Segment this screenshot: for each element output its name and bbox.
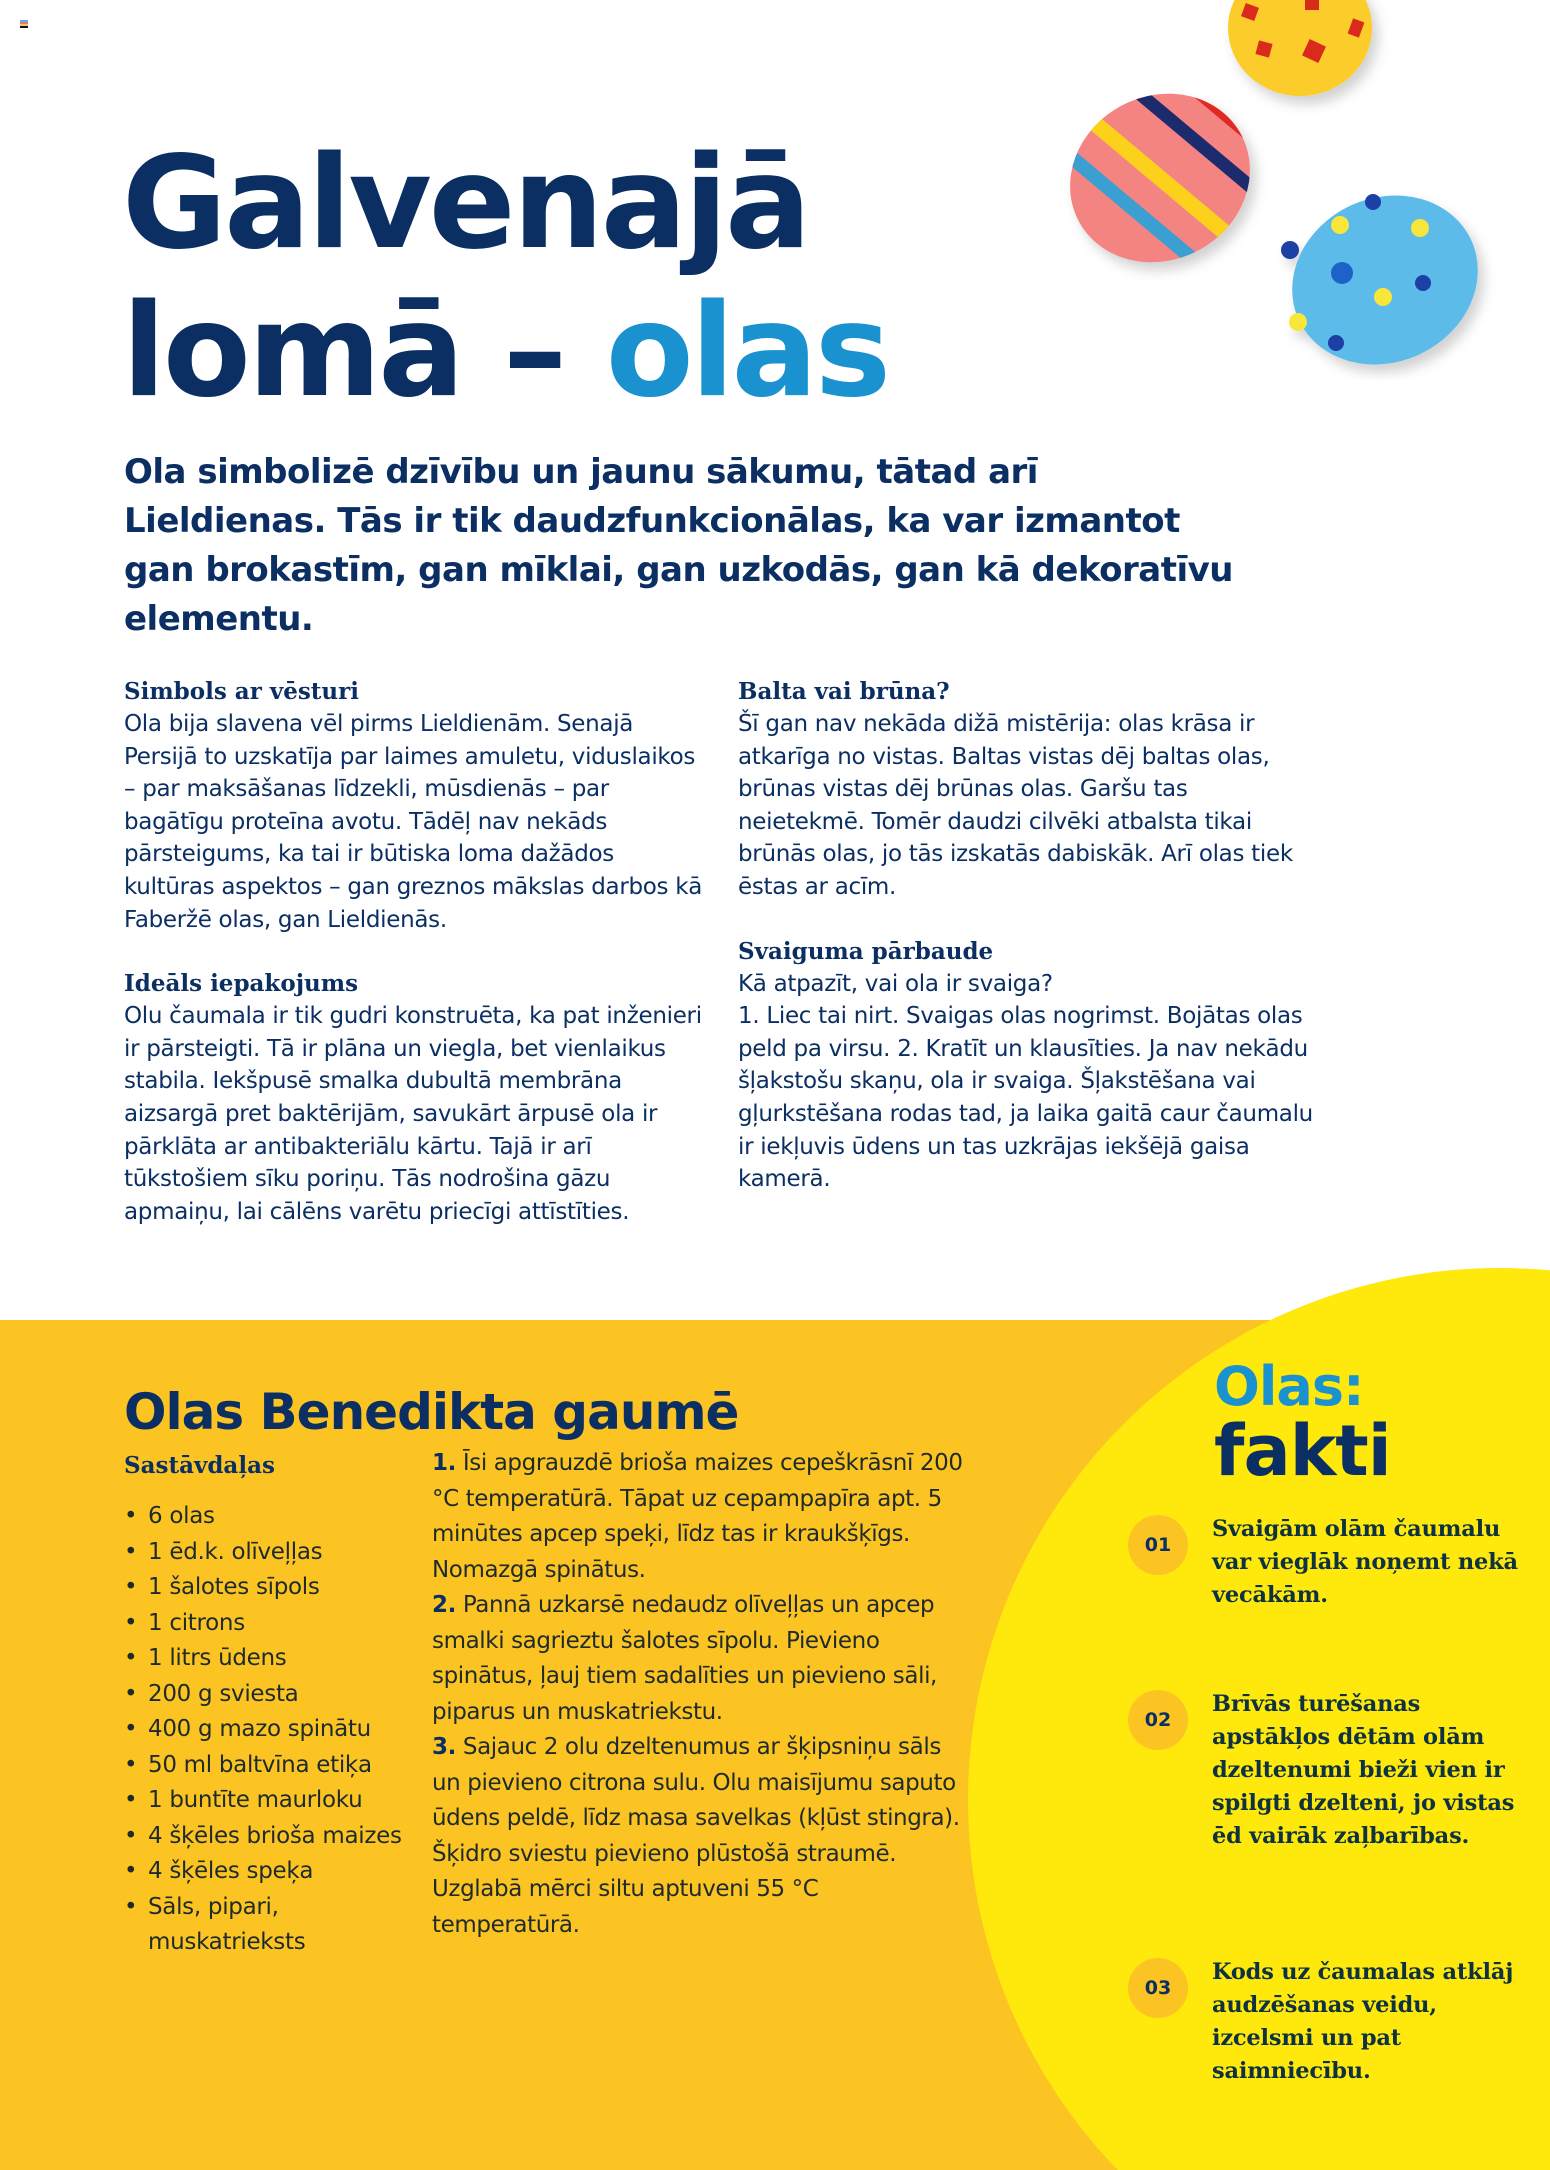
ingredient-item: • 1 buntīte maurloku xyxy=(124,1783,404,1819)
yellow-egg-icon xyxy=(1228,0,1372,96)
title-line-2: lomā – xyxy=(122,277,606,426)
ingredient-item: • 1 litrs ūdens xyxy=(124,1641,404,1677)
ingredient-item: • 50 ml baltvīna etiķa xyxy=(124,1748,404,1784)
dotted-egg-icon xyxy=(1264,166,1506,380)
ingredient-item: • 4 šķēles speķa xyxy=(124,1854,404,1890)
left-column xyxy=(124,676,704,1260)
ingredients-list xyxy=(124,1499,404,1961)
facts-title-line-2: fakti xyxy=(1214,1410,1391,1492)
title-line-1: Galvenajā xyxy=(122,129,809,278)
section-packaging xyxy=(124,968,704,1228)
fact-number-badge: 03 xyxy=(1128,1958,1188,2018)
fact-text: Svaigām olām čaumalu var vieglāk noņemt nekā vecākām. xyxy=(1212,1516,1518,1608)
step-number: 3. xyxy=(432,1734,456,1760)
section-body: Šī gan nav nekāda dižā mistērija: olas krāsa ir atkarīga no vistas. Baltas vistas dēj baltas olas, brūnas vistas dēj brūnas olas. Garšu tas neietekmē. Tomēr daudzi cilvēki atbalsta tikai brūnās olas, jo tās izskatās dabiskāk. Arī olas tiek ēstas ar acīm. xyxy=(738,711,1293,900)
ingredient-item: • 400 g mazo spinātu xyxy=(124,1712,404,1748)
section-body: Ola bija slavena vēl pirms Lieldienām. Senajā Persijā to uzskatīja par laimes amuletu, viduslaikos – par maksāšanas līdzekli, mūsdienās – par bagātīgu proteīna avotu. Tādēļ nav nekāds pārsteigums, ka tai ir būtiska loma dažādos kultūras aspektos – gan greznos mākslas darbos kā Faberžē olas, gan Lieldienās. xyxy=(124,711,703,933)
ingredient-item: • 1 šalotes sīpols xyxy=(124,1570,404,1606)
step-number: 2. xyxy=(432,1592,456,1618)
section-heading: Simbols ar vēsturi xyxy=(124,678,359,705)
lead-paragraph: Ola simbolizē dzīvību un jaunu sākumu, tātad arī Lieldienas. Tās ir tik daudzfunkcionālas, ka var izmantot gan brokastīm, gan mīklai, gan uzkodās, gan kā dekoratīvu elementu. xyxy=(124,452,1233,639)
section-intro: Kā atpazīt, vai ola ir svaiga? xyxy=(738,970,1053,997)
ingredient-item: • 4 šķēles brioša maizes xyxy=(124,1819,404,1855)
step-text: Sajauc 2 olu dzeltenumus ar šķipsniņu sāls un pievieno citrona sulu. Olu maisījumu saputo ūdens peldē, līdz masa savelkas (kļūst stingra). Šķidro sviestu pievieno plūstošā straumē. Uzglabā mērci siltu aptuveni 55 °C temperatūrā. xyxy=(432,1734,960,1938)
right-column xyxy=(738,676,1318,1228)
fact-number-badge: 01 xyxy=(1128,1515,1188,1575)
step-number: 1. xyxy=(432,1450,456,1476)
recipe-title: Olas Benedikta gaumē xyxy=(124,1383,739,1441)
facts-title-line-1: Olas: xyxy=(1214,1355,1364,1418)
section-heading: Balta vai brūna? xyxy=(738,678,950,705)
ingredients-heading: Sastāvdaļas xyxy=(124,1452,275,1479)
corner-mark-icon xyxy=(20,20,28,28)
ingredient-item: • 1 citrons xyxy=(124,1606,404,1642)
easter-eggs-illustration xyxy=(1050,0,1550,380)
page-title xyxy=(122,130,888,426)
section-heading: Svaiguma pārbaude xyxy=(738,937,994,965)
section-body: Olu čaumala ir tik gudri konstruēta, ka pat inženieri ir pārsteigti. Tā ir plāna un viegla, bet vienlaikus stabila. Iekšpusē smalka dubultā membrāna aizsargā pret baktērijām, savukārt ārpusē ola ir pārklāta ar antibakteriālu kārtu. Tajā ir arī tūkstošiem sīku poriņu. Tās nodrošina gāzu apmaiņu, lai cālēns varētu priecīgi attīstīties. xyxy=(124,1003,702,1225)
section-body: 1. Liec tai nirt. Svaigas olas nogrimst. Bojātas olas peld pa virsu. 2. Kratīt un klausīties. Ja nav nekādu šļakstošu skaņu, ola ir svaiga. Šļakstēšana vai gļurkstēšana rodas tad, ja laika gaitā caur čaumalu ir iekļuvis ūdens un tas uzkrājas iekšējā gaisa kamerā. xyxy=(738,1003,1313,1193)
ingredient-item: • 6 olas xyxy=(124,1499,404,1535)
fact-text: Brīvās turēšanas apstākļos dētām olām dzeltenumi bieži vien ir spilgti dzelteni, jo vistas ēd vairāk zaļbarības. xyxy=(1212,1691,1515,1849)
fact-text: Kods uz čaumalas atklāj audzēšanas veidu, izcelsmi un pat saimniecību. xyxy=(1212,1959,1514,2084)
section-freshness xyxy=(738,936,1318,1196)
ingredient-item: • 1 ēd.k. olīveļļas xyxy=(124,1535,404,1571)
section-history xyxy=(124,676,704,936)
facts-title xyxy=(1214,1355,1391,1492)
step-text: Īsi apgrauzdē brioša maizes cepeškrāsnī 200 °C temperatūrā. Tāpat uz cepampapīra apt. 5 minūtes apcep speķi, līdz tas ir kraukšķīgs. Nomazgā spinātus. xyxy=(432,1450,963,1583)
section-color xyxy=(738,676,1318,904)
fact-number-badge: 02 xyxy=(1128,1690,1188,1750)
step-text: Pannā uzkarsē nedaudz olīveļļas un apcep smalki sagrieztu šalotes sīpolu. Pievieno spinātus, ļauj tiem sadalīties un pievieno sāli, piparus un muskatriekstu. xyxy=(432,1592,937,1725)
ingredient-item: • Sāls, pipari, muskatrieksts xyxy=(124,1890,404,1961)
title-accent: olas xyxy=(605,277,889,426)
recipe-steps xyxy=(432,1446,972,1943)
section-heading: Ideāls iepakojums xyxy=(124,970,359,998)
ingredient-item: • 200 g sviesta xyxy=(124,1677,404,1713)
